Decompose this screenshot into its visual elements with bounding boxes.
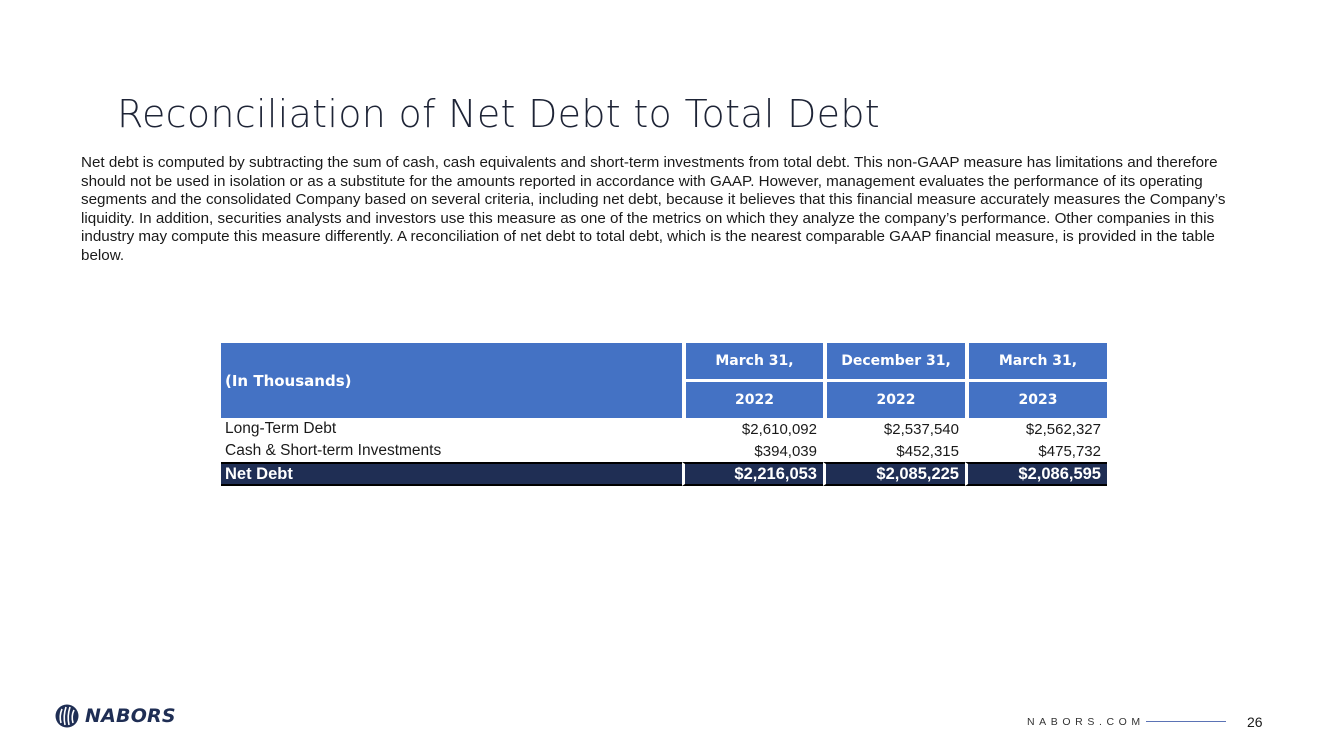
table-cell: $2,537,540 [883,420,959,438]
net-debt-table [221,343,1107,486]
website-link[interactable]: NABORS.COM [1027,716,1145,728]
row-label: Cash & Short-term Investments [225,442,442,459]
table-row [221,440,1107,462]
nabors-logo [55,704,176,728]
net-debt-cell: $2,086,595 [965,462,1107,486]
col-header-year: 2023 [965,379,1107,418]
col-header-period: December 31, [823,343,965,379]
table-cell: $394,039 [754,442,817,460]
net-debt-row [221,462,1107,486]
intro-paragraph: Net debt is computed by subtracting the sum of cash, cash equivalents and short-term investments from total debt. This non-GAAP measure has limitations and therefore should not be used in isolation or as a substitute for the amounts reported in accordance with GAAP. However, management evaluates the performance of its operating segments and the consolidated Company based on several criteria, including net debt, because it believes that this financial measure accurately measures the Company’s liquidity. In addition, securities analysts and investors use this measure as one of the metrics on which they analyze the company’s performance. Other companies in this industry may compute this measure differently. A reconciliation of net debt to total debt, which is the nearest comparable GAAP financial measure, is provided in the table below. [81,154,1226,264]
slide-title: Reconciliation of Net Debt to Total Debt [117,92,880,136]
net-debt-cell: $2,216,053 [682,462,823,486]
nabors-logo-icon [55,704,79,728]
table-row [221,418,1107,440]
table-cell: $452,315 [896,442,959,460]
page-number: 26 [1247,714,1263,730]
col-header-year: 2022 [682,379,823,418]
col-header-period: March 31, [965,343,1107,379]
table-cell: $2,610,092 [741,420,817,438]
header-label: (In Thousands) [221,343,682,418]
net-debt-cell: $2,085,225 [823,462,965,486]
col-header-year: 2022 [823,379,965,418]
brand-name: NABORS [85,705,176,727]
footer-divider [1146,721,1226,722]
col-header-period: March 31, [682,343,823,379]
row-label: Long-Term Debt [225,420,337,437]
table-cell: $2,562,327 [1025,420,1101,438]
table-cell: $475,732 [1038,442,1101,460]
net-debt-label: Net Debt [221,462,682,486]
